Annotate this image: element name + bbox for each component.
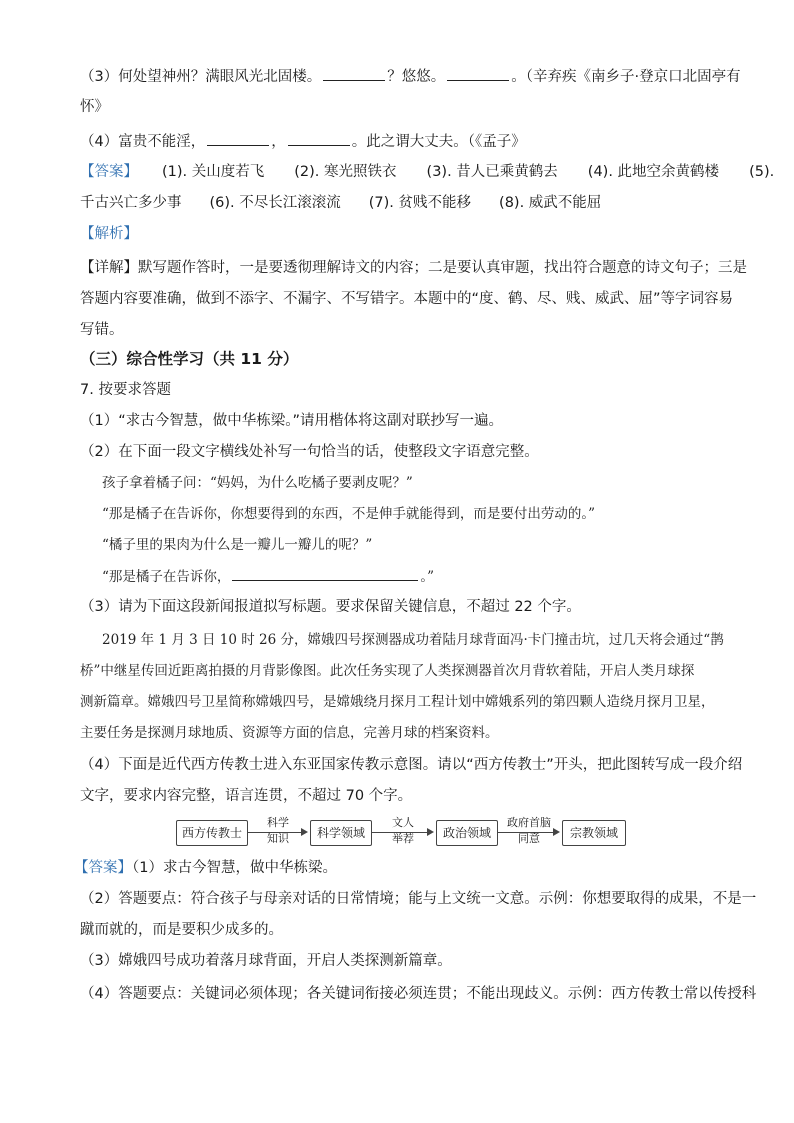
edge-label-bottom: 知识 [267, 832, 289, 845]
dialog-line-4: “那是橘子在告诉你， 。” [102, 566, 434, 587]
section-title: （三）综合性学习（共 11 分） [80, 350, 299, 368]
answer-blank [288, 131, 350, 146]
analysis-line1: 【详解】默写题作答时，一是要透彻理解诗文的内容；二是要认真审题，找出符合题意的诗文句子；三是 [80, 260, 747, 276]
answer-tag: 【答案】 [80, 164, 138, 180]
news-line-1: 2019 年 1 月 3 日 10 时 26 分，嫦娥四号探测器成功着陆月球背面冯·卡门撞击坑，过几天将会通过“鹊 [102, 632, 724, 648]
missionary-flow-diagram [176, 818, 626, 848]
dialog-line-3: “橘子里的果肉为什么是一瓣儿一瓣儿的呢？” [102, 537, 373, 553]
question-7-4-line1: （4）下面是近代西方传教士进入东亚国家传教示意图。请以“西方传教士”开头，把此图转写成一段介绍 [80, 757, 743, 773]
edge-label-top: 文人 [392, 816, 414, 829]
dialog-line-2: “那是橘子在告诉你，你想要得到的东西，不是伸手就能得到，而是要付出劳动的。” [102, 506, 596, 522]
question-3-source: 怀》 [80, 99, 109, 115]
answer-7-line5: （4）答题要点：关键词必须体现；各关键词衔接必须连贯；不能出现歧义。示例：西方传教士常以传授科 [80, 986, 757, 1002]
answer-6-line2: 千古兴亡多少事 (6). 不尽长江滚滚流 (7). 贫贱不能移 (8). 威武不能屈 [80, 195, 602, 211]
question-7-3: （3）请为下面这段新闻报道拟写标题。要求保留关键信息，不超过 22 个字。 [80, 599, 581, 615]
edge-label-top: 科学 [267, 816, 289, 829]
analysis-tag: 【解析】 [80, 226, 138, 242]
answer-7-line1: 【答案】（1）求古今智慧，做中华栋梁。 [74, 860, 337, 876]
news-line-2: 桥”中继星传回近距离拍摄的月背影像图。此次任务实现了人类探测器首次月背软着陆，开启人类月球探 [80, 663, 695, 679]
question-7-4-line2: 文字，要求内容完整，语言连贯，不超过 70 个字。 [80, 788, 413, 804]
diagram-edge-2 [372, 818, 434, 848]
answer-7-line2: （2）答题要点：符合孩子与母亲对话的日常情境；能与上文统一文意。示例：你想要取得的成果，不是一 [80, 891, 757, 907]
analysis-line2: 答题内容要准确，做到不添字、不漏字、不写错字。本题中的“度、鹤、尽、贱、威武、屈”等字词容易 [80, 291, 734, 307]
question-3-line: （3）何处望神州？满眼风光北固楼。 ？悠悠。 。（辛弃疾《南乡子·登京口北固亭有 [80, 66, 741, 87]
answer-tag: 【答案】 [74, 860, 132, 876]
answer-7-line4: （3）嫦娥四号成功着落月球背面，开启人类探测新篇章。 [80, 953, 452, 969]
answer-blank [232, 566, 418, 581]
answer-7-line3: 蹴而就的，而是要积少成多的。 [80, 922, 283, 938]
diagram-node-missionary: 西方传教士 [176, 820, 248, 846]
answer-blank [447, 66, 509, 81]
answer-blank [207, 131, 269, 146]
edge-label-bottom: 同意 [518, 832, 540, 845]
edge-label-bottom: 举荐 [392, 832, 414, 845]
diagram-node-science: 科学领域 [310, 820, 372, 846]
diagram-node-religion: 宗教领域 [562, 820, 626, 846]
answer-6-line1: 【答案】 (1). 关山度若飞 (2). 寒光照铁衣 (3). 昔人已乘黄鹤去 (4). 此地空余黄鹤楼 (5). [80, 164, 775, 180]
news-line-3: 测新篇章。嫦娥四号卫星简称嫦娥四号，是嫦娥绕月探月工程计划中嫦娥系列的第四颗人造绕月探月卫星， [80, 694, 715, 710]
news-line-4: 主要任务是探测月球地质、资源等方面的信息，完善月球的档案资料。 [80, 725, 499, 741]
question-7-2: （2）在下面一段文字横线处补写一句恰当的话，使整段文字语意完整。 [80, 444, 539, 460]
question-7-1: （1）“求古今智慧，做中华栋梁。”请用楷体将这副对联抄写一遍。 [80, 413, 503, 429]
dialog-line-1: 孩子拿着橘子问：“妈妈，为什么吃橘子要剥皮呢？” [102, 475, 413, 491]
diagram-edge-1 [248, 818, 308, 848]
question-7-title: 7. 按要求答题 [80, 382, 171, 398]
edge-label-top: 政府首脑 [507, 816, 551, 829]
analysis-line3: 写错。 [80, 322, 124, 338]
diagram-node-politics: 政治领域 [436, 820, 498, 846]
question-4-line: （4）富贵不能淫， ， 。此之谓大丈夫。（《孟子》 [80, 131, 526, 152]
diagram-edge-3 [498, 818, 560, 848]
answer-blank [323, 66, 385, 81]
